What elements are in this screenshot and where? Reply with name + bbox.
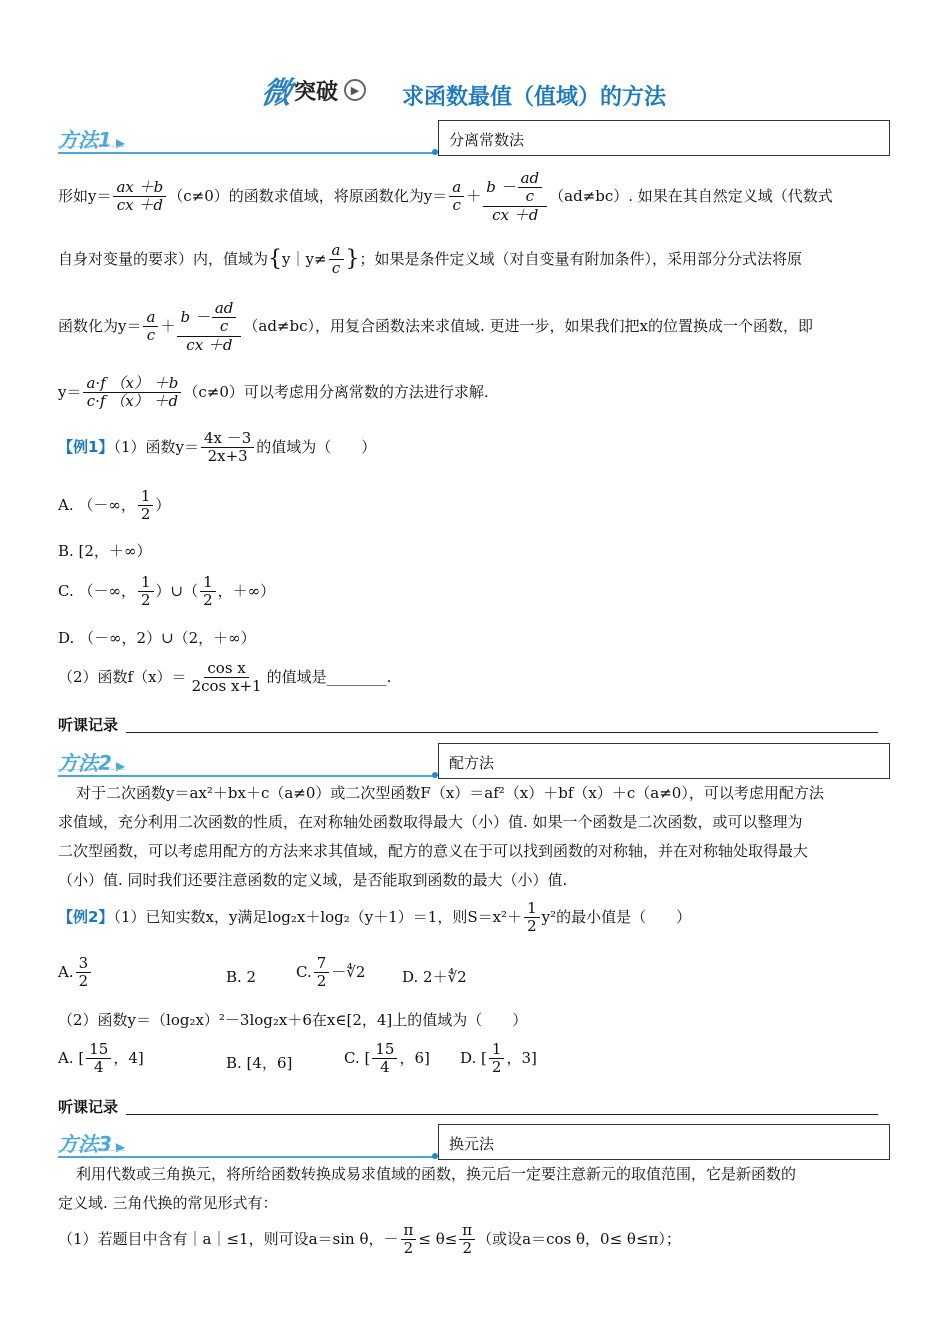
ex2-option-b: B. 2 <box>226 968 257 986</box>
badge-wei: 微 <box>259 76 292 111</box>
method-3-name: 换元法 <box>438 1124 890 1160</box>
section-badge <box>259 68 366 112</box>
m1-paragraph-1: 形如y＝ $\frac{ax +b}{cx +d}$ （c≠0）的函数求值域，将原函数化为y＝ $\frac{a}{c}$ ＋ b － $\frac{ad}{c}$ cx ＋d （ad≠bc）. 如果在其自然定义域（代数式 <box>58 169 833 224</box>
ex1-question-1: 【例1】（1）函数y＝ $\frac{4x -3}{2x+3}$ 的值域为（ ） <box>58 429 377 466</box>
ex1-option-d: D. （－∞，2）∪（2，＋∞） <box>58 629 256 647</box>
ex2-option-d: D. 2＋∜2 <box>402 968 467 986</box>
ex2-q2-option-a: A. [ $\frac{15}{4}$ ，4] <box>58 1040 144 1077</box>
m1-paragraph-4: y＝ $\frac{a\cdot f (x) +b}{c\cdot f (x) +d}$ （c≠0）可以考虑用分离常数的方法进行求解. <box>58 374 489 411</box>
page-title: 求函数最值（值域）的方法 <box>402 85 667 110</box>
ex2-question-2: （2）函数y＝（log₂x）²－3log₂x＋6在x∈[2，4]上的值域为（ ） <box>58 1011 528 1029</box>
ex2-option-a: A. $\frac{3}{2}$ <box>58 955 93 991</box>
method-2-bar <box>58 743 892 781</box>
m3-line-3: （1）若题目中含有｜a｜≤1，则可设a＝sin θ，－ $\frac{\pi}{2}$ ≤ θ≤ $\frac{\pi}{2}$ （或设a＝cos θ，0≤ θ≤π）； <box>58 1221 681 1258</box>
m3-line-1: 利用代数或三角换元，将所给函数转换成易求值域的函数，换元后一定要注意新元的取值范围，它是新函数的 <box>76 1165 797 1183</box>
ex2-q2-option-d: D. [ $\frac{1}{2}$ ，3] <box>460 1040 537 1077</box>
m2-line-4: （小）值. 同时我们还要注意函数的定义域，是否能取到函数的最大（小）值. <box>58 871 568 889</box>
ex2-q2-option-b: B. [4，6] <box>226 1054 293 1072</box>
ex1-option-a: A. （－∞， $\frac{1}{2}$ ） <box>58 487 171 524</box>
ex2-tag: 【例2】 <box>58 907 114 926</box>
method-3-tag: 方法3 ▶ <box>58 1132 126 1156</box>
method-2-tag: 方法2 ▶ <box>58 751 126 775</box>
m1-paragraph-3: 函数化为y＝ $\frac{a}{c}$ ＋ b － $\frac{ad}{c}$ cx ＋d （ad≠bc），用复合函数法来求值域. 更进一步，如果我们把x的位置换成一个函数，即 <box>58 299 813 354</box>
m2-line-2: 求值域，充分利用二次函数的性质，在对称轴处函数取得最大（小）值. 如果一个函数是二次函数，或可以整理为 <box>58 813 803 831</box>
record-line-2: 听课记录 <box>58 1096 878 1118</box>
ex1-question-2: （2）函数f（x）＝ $\frac{\text{cos x}}{\text{2cos x+1}}$ 的值域是________. <box>58 659 392 696</box>
method-2-name: 配方法 <box>438 743 890 779</box>
badge-tupo: 突破 <box>294 79 339 105</box>
m2-line-1: 对于二次函数y＝ax²＋bx＋c（a≠0）或二次型函数F（x）＝af²（x）＋bf（x）＋c（a≠0），可以考虑用配方法 <box>76 784 824 802</box>
ex2-question-1: 【例2】（1）已知实数x，y满足log₂x＋log₂（y＋1）＝1，则S＝x²＋ $\frac{1}{2}$ y²的最小值是（ ） <box>58 899 692 936</box>
ex1-option-c: C. （－∞， $\frac{1}{2}$ ）∪（ $\frac{1}{2}$ ，＋∞） <box>58 573 276 610</box>
triangle-icon: ▶ <box>115 136 126 150</box>
ex2-option-c: C. $\frac{7}{2}$ －∜2 <box>296 954 366 991</box>
method-1-bar <box>58 120 892 158</box>
m2-line-3: 二次型函数，可以考虑用配方的方法来求其值域，配方的意义在于可以找到函数的对称轴，并在对称轴处取得最大 <box>58 842 809 860</box>
method-1-name: 分离常数法 <box>438 120 890 156</box>
record-line-1: 听课记录 <box>58 714 878 736</box>
arrow-right-icon: ▶ <box>344 79 366 101</box>
triangle-icon: ▶ <box>115 759 126 773</box>
method-1-tag: 方法1 ▶ <box>58 128 126 152</box>
m3-line-2: 定义域. 三角代换的常见形式有： <box>58 1194 278 1212</box>
method-3-bar <box>58 1124 892 1162</box>
ex1-option-b: B. [2，＋∞） <box>58 542 152 560</box>
ex2-q2-option-c: C. [ $\frac{15}{4}$ ，6] <box>344 1040 430 1077</box>
m1-paragraph-2: 自身对变量的要求）内，值域为{y｜y≠ $\frac{a}{c}$ }；如果是条件定义域（对自变量有附加条件），采用部分分式法将原 <box>58 241 803 278</box>
triangle-icon: ▶ <box>115 1140 126 1154</box>
ex1-tag: 【例1】 <box>58 437 114 456</box>
